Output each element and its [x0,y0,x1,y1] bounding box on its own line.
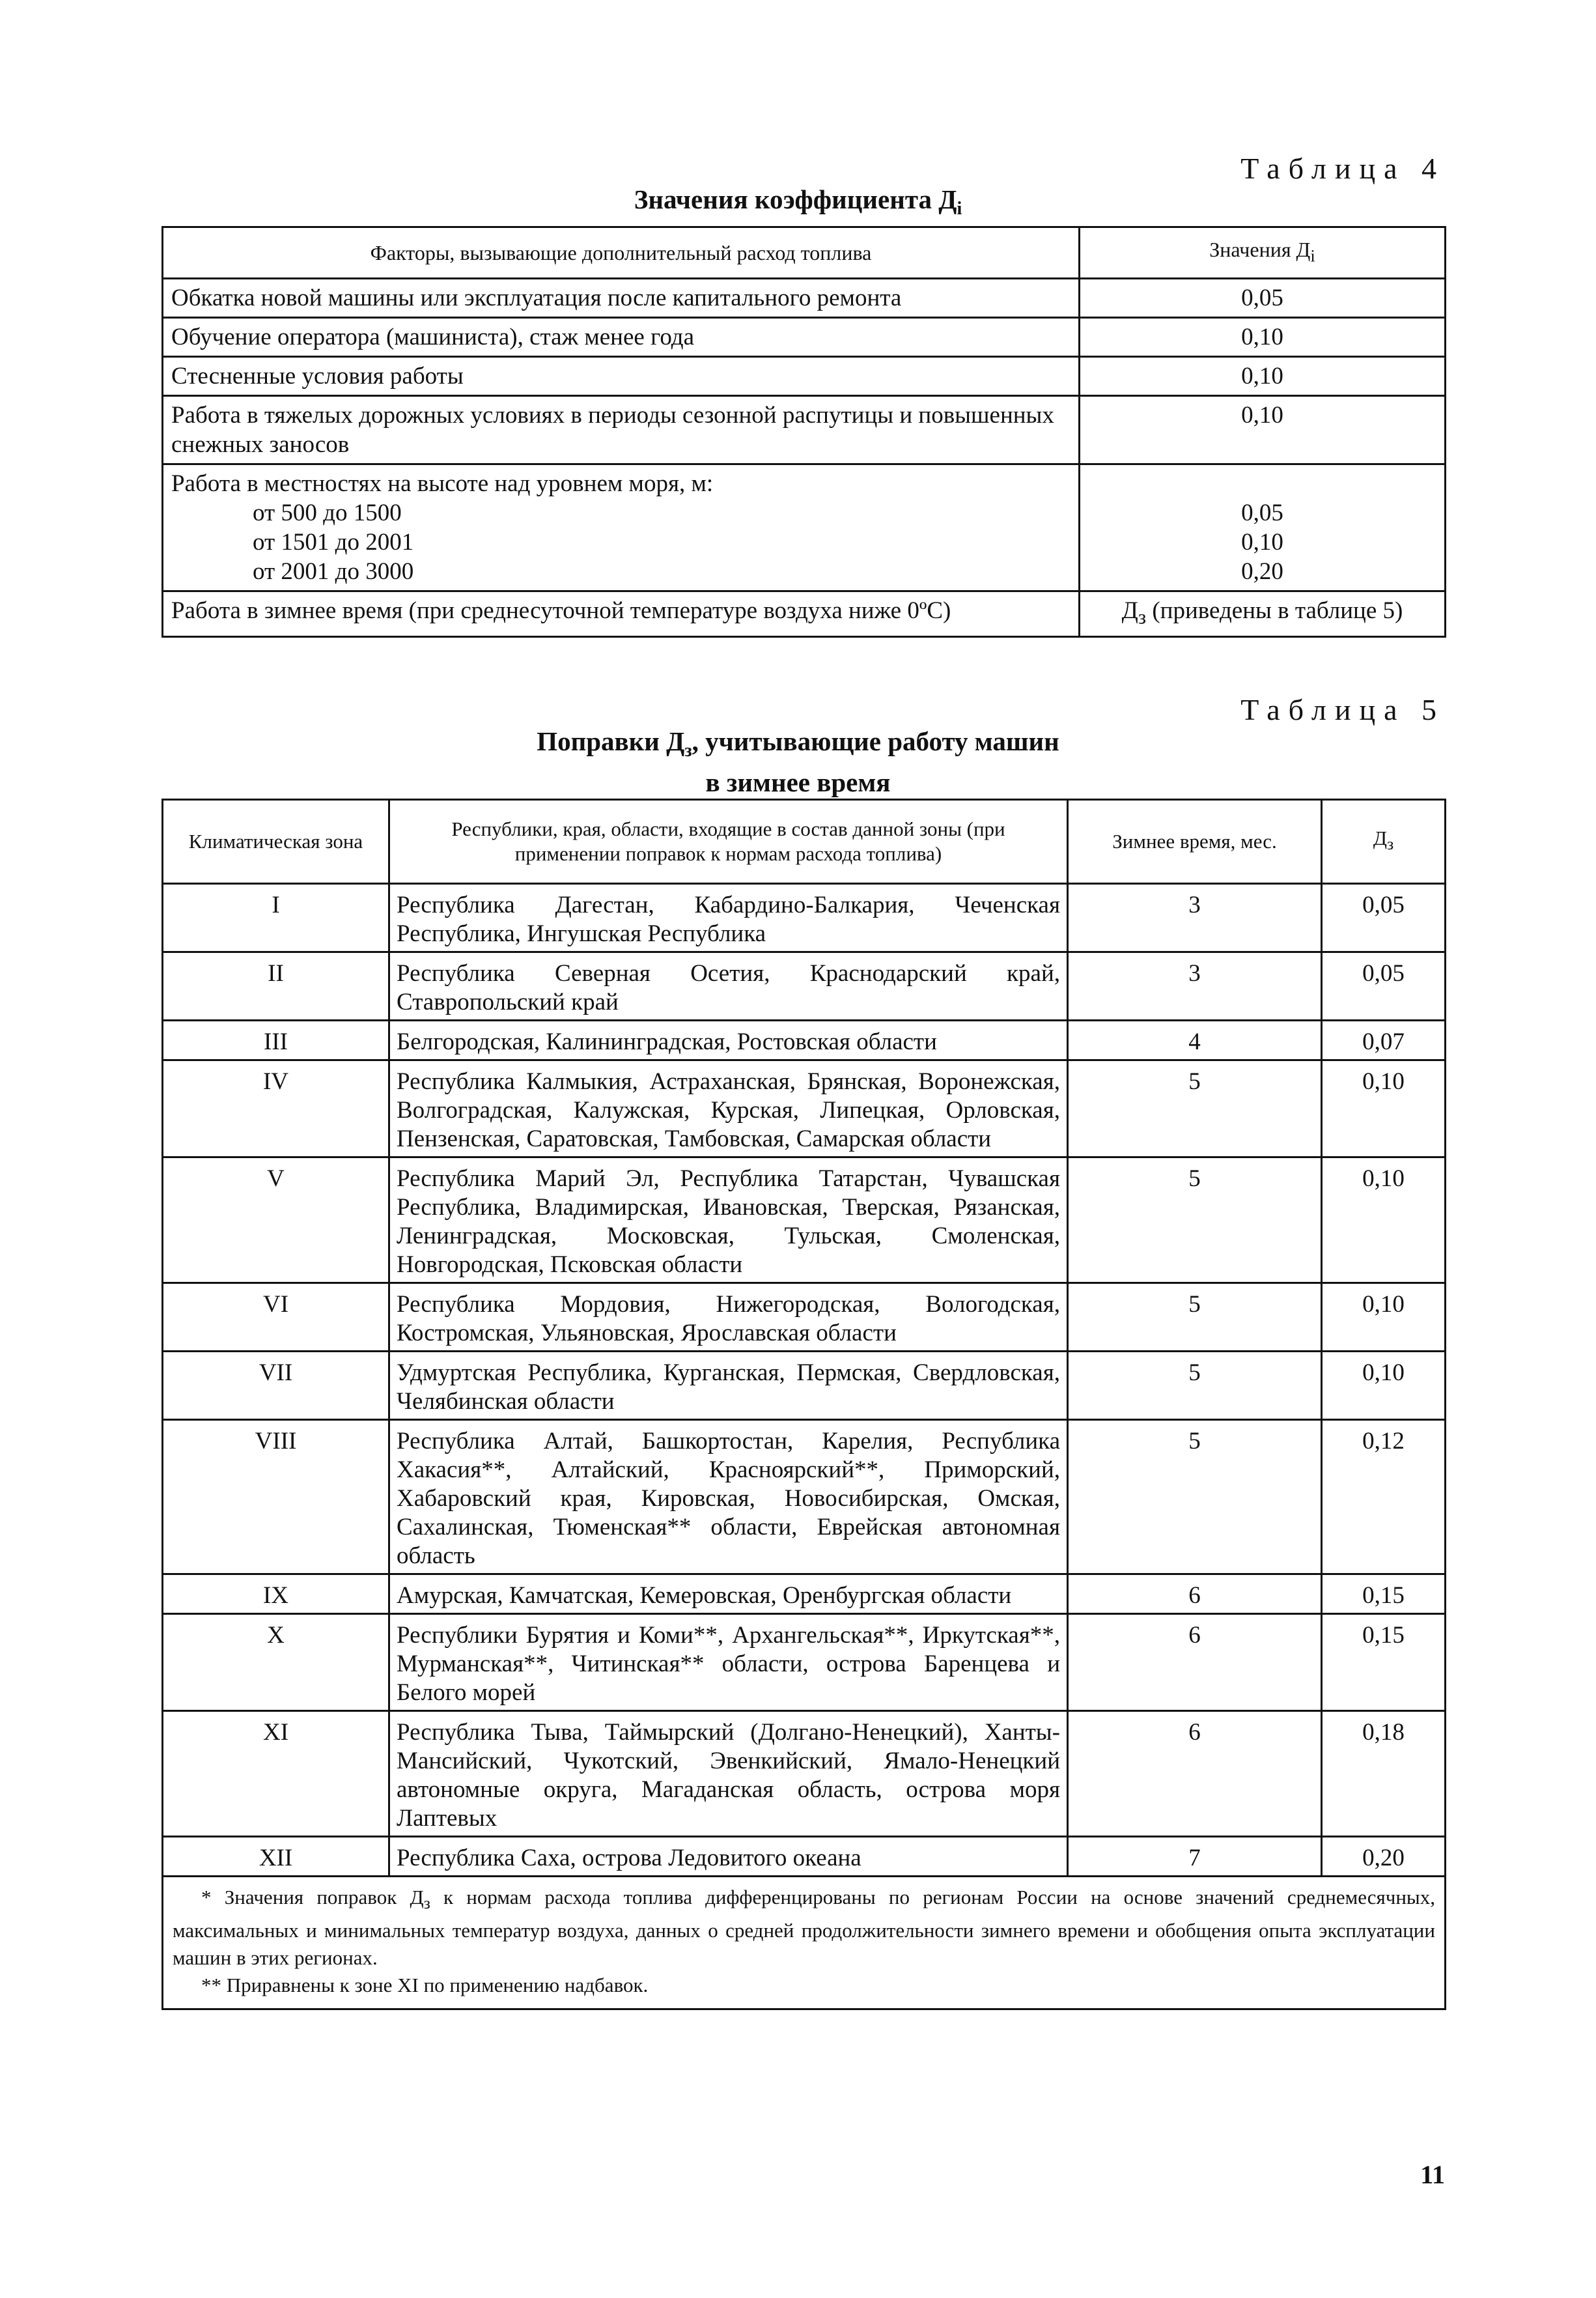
zone-cell: XII [163,1837,389,1877]
table-row [163,1711,1446,1837]
d-value-cell: 0,18 [1322,1711,1446,1837]
factor-cell: Обучение оператора (машиниста), стаж менее года [163,318,1080,357]
altitude-range: от 1501 до 2001 [253,529,414,556]
table5-title-line1 [0,726,1596,767]
table4-title-text: Значения коэффициента Д [634,184,957,214]
table5-title-line2: в зимнее время [705,767,891,798]
table-row [163,396,1446,464]
winter-value-note: (приведены в таблице 5) [1146,597,1403,624]
regions-cell: Республики Бурятия и Коми**, Архангельская**, Иркутская**, Мурманская**, Читинская** области, острова Баренцева и Белого морей [389,1614,1068,1711]
table-row [163,1060,1446,1157]
zone-cell: XI [163,1711,389,1837]
zone-cell: X [163,1614,389,1711]
table5-title [0,726,1596,798]
table4 [161,226,1446,638]
months-cell: 5 [1068,1352,1322,1420]
d-value-cell: 0,07 [1322,1021,1446,1060]
factor-cell: Работа в тяжелых дорожных условиях в периоды сезонной распутицы и повышенных снежных заносов [163,396,1080,464]
months-cell: 7 [1068,1837,1322,1877]
table-row [163,1283,1446,1352]
factor-cell: Обкатка новой машины или эксплуатация после капитального ремонта [163,279,1080,318]
table5-footnote-row [163,1877,1446,2009]
table-row [163,1352,1446,1420]
table5-footnotes [163,1877,1446,2009]
table4-header-value-subscript: i [1310,246,1315,266]
d-value-cell: 0,10 [1322,1060,1446,1157]
months-cell: 6 [1068,1614,1322,1711]
d-value-cell: 0,10 [1322,1157,1446,1283]
table-row [163,357,1446,396]
regions-cell: Амурская, Камчатская, Кемеровская, Оренбургская области [389,1574,1068,1614]
table5-header-months: Зимнее время, мес. [1068,800,1322,884]
zone-cell: III [163,1021,389,1060]
regions-cell: Белгородская, Калининградская, Ростовская области [389,1021,1068,1060]
regions-cell: Республика Тыва, Таймырский (Долгано-Ненецкий), Ханты-Мансийский, Чукотский, Эвенкийский, Ямало-Ненецкий автономные округа, Магаданская область, острова моря Лаптевых [389,1711,1068,1837]
table4-header-value [1080,227,1446,279]
winter-value-symbol: Д [1121,597,1138,624]
value-cell: 0,10 [1080,357,1446,396]
regions-cell: Республика Северная Осетия, Краснодарский край, Ставропольский край [389,952,1068,1021]
months-cell: 4 [1068,1021,1322,1060]
zone-cell: IX [163,1574,389,1614]
zone-cell: VI [163,1283,389,1352]
table4-title [0,184,1596,225]
table5-header-zone: Климатическая зона [163,800,389,884]
regions-cell: Удмуртская Республика, Курганская, Пермская, Свердловская, Челябинская области [389,1352,1068,1420]
table5-header-d [1322,800,1446,884]
value-cell: 0,05 [1080,279,1446,318]
table4-header-factor: Факторы, вызывающие дополнительный расход топлива [163,227,1080,279]
altitude-value: 0,05 [1241,500,1283,526]
table4-title-subscript: i [957,199,962,220]
table4-header-row [163,227,1446,279]
altitude-value: 0,10 [1241,529,1283,556]
d-value-cell: 0,12 [1322,1420,1446,1574]
table-row [163,1021,1446,1060]
zone-cell: I [163,884,389,952]
table-row [163,1837,1446,1877]
zone-cell: VIII [163,1420,389,1574]
altitude-label: Работа в местностях на высоте над уровнем моря, м: [171,470,714,497]
months-cell: 6 [1068,1574,1322,1614]
winter-value-subscript: з [1138,606,1147,629]
d-value-cell: 0,15 [1322,1574,1446,1614]
table5-title-text-a: Поправки Д [537,726,685,756]
table5 [161,799,1446,2010]
table5-header-regions: Республики, края, области, входящие в состав данной зоны (при применении поправок к нормам расхода топлива) [389,800,1068,884]
regions-cell: Республика Дагестан, Кабардино-Балкария, Чеченская Республика, Ингушская Республика [389,884,1068,952]
regions-cell: Республика Саха, острова Ледовитого океана [389,1837,1068,1877]
table5-title-text-b: , учитывающие работу машин [692,726,1059,756]
d-value-cell: 0,10 [1322,1283,1446,1352]
factor-cell: Стесненные условия работы [163,357,1080,396]
footnote-1 [173,1884,1435,1972]
regions-cell: Республика Алтай, Башкортостан, Карелия, Республика Хакасия**, Алтайский, Красноярский**, Приморский, Хабаровский края, Кировская, Новосибирская, Омская, Сахалинская, Тюменская** области, Еврейская автономная область [389,1420,1068,1574]
table-row-altitude [163,464,1446,591]
footnote-1-text-a: * Значения поправок Д [201,1886,424,1908]
months-cell: 3 [1068,952,1322,1021]
footnote-1-subscript: з [423,1894,430,1913]
altitude-factor-cell [163,464,1080,591]
regions-cell: Республика Калмыкия, Астраханская, Брянская, Воронежская, Волгоградская, Калужская, Курская, Липецкая, Орловская, Пензенская, Саратовская, Тамбовская, Самарская области [389,1060,1068,1157]
winter-value-cell [1080,591,1446,637]
table5-header-d-text: Д [1373,827,1387,850]
table-row-winter [163,591,1446,637]
zone-cell: II [163,952,389,1021]
table-row [163,1574,1446,1614]
winter-factor-cell: Работа в зимнее время (при среднесуточной температуре воздуха ниже 0ºС) [163,591,1080,637]
table5-title-subscript: з [684,741,692,761]
zone-cell: V [163,1157,389,1283]
months-cell: 5 [1068,1060,1322,1157]
regions-cell: Республика Мордовия, Нижегородская, Вологодская, Костромская, Ульяновская, Ярославская области [389,1283,1068,1352]
months-cell: 5 [1068,1283,1322,1352]
altitude-range: от 2001 до 3000 [253,558,414,585]
table-row [163,318,1446,357]
zone-cell: VII [163,1352,389,1420]
table-row [163,1420,1446,1574]
d-value-cell: 0,05 [1322,884,1446,952]
altitude-value-cell [1080,464,1446,591]
value-cell: 0,10 [1080,396,1446,464]
months-cell: 3 [1068,884,1322,952]
regions-cell: Республика Марий Эл, Республика Татарстан, Чувашская Республика, Владимирская, Ивановская, Тверская, Рязанская, Ленинградская, Московская, Тульская, Смоленская, Новгородская, Псковская области [389,1157,1068,1283]
d-value-cell: 0,10 [1322,1352,1446,1420]
page-number: 11 [1420,2160,1445,2189]
table-row [163,884,1446,952]
months-cell: 6 [1068,1711,1322,1837]
months-cell: 5 [1068,1157,1322,1283]
table-row [163,952,1446,1021]
table4-header-value-text: Значения Д [1209,237,1311,261]
table5-header-d-subscript: з [1386,834,1394,854]
zone-cell: IV [163,1060,389,1157]
footnote-2: ** Приравнены к зоне XI по применению надбавок. [201,1974,649,1997]
months-cell: 5 [1068,1420,1322,1574]
d-value-cell: 0,20 [1322,1837,1446,1877]
value-cell: 0,10 [1080,318,1446,357]
table-row [163,1614,1446,1711]
table4-caption: Таблица 4 [1240,152,1445,185]
d-value-cell: 0,05 [1322,952,1446,1021]
table-row [163,1157,1446,1283]
altitude-value: 0,20 [1241,558,1283,585]
d-value-cell: 0,15 [1322,1614,1446,1711]
altitude-range: от 500 до 1500 [253,500,402,526]
table5-header-row [163,800,1446,884]
table5-body [163,884,1446,1877]
footnote-1-text-b: к нормам расхода топлива дифференцированы по регионам России на основе значений среднемесячных, максимальных и минимальных температур воздуха, данных о средней продолжительности зимнего времени и обобщения опыта эксплуатации машин в этих регионах. [173,1886,1436,1970]
table5-caption: Таблица 5 [1240,693,1445,726]
table-row [163,279,1446,318]
